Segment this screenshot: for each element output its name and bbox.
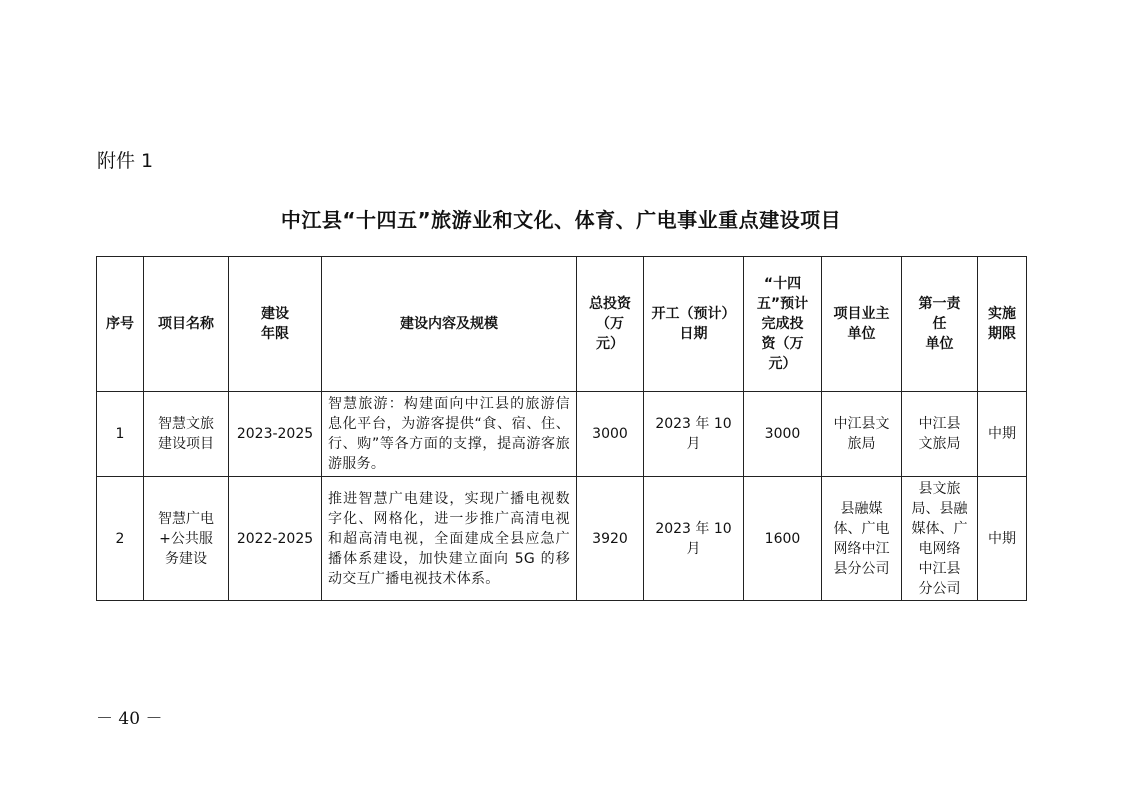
cell-start-date: 2023 年 10 月 bbox=[644, 392, 744, 477]
header-seq: 序号 bbox=[97, 257, 144, 392]
header-start-date: 开工（预计） 日期 bbox=[644, 257, 744, 392]
cell-total-investment: 3000 bbox=[577, 392, 644, 477]
cell-build-years: 2023-2025 bbox=[229, 392, 322, 477]
header-total-investment: 总投资 （万 元） bbox=[577, 257, 644, 392]
table-row bbox=[97, 392, 1027, 477]
header-responsible: 第一责 任 单位 bbox=[902, 257, 978, 392]
cell-seq: 2 bbox=[97, 477, 144, 601]
cell-seq: 1 bbox=[97, 392, 144, 477]
cell-period: 中期 bbox=[978, 477, 1027, 601]
attachment-label: 附件 1 bbox=[97, 150, 154, 172]
header-content: 建设内容及规模 bbox=[322, 257, 577, 392]
cell-plan-investment: 1600 bbox=[744, 477, 822, 601]
table-row bbox=[97, 477, 1027, 601]
document-title: 中江县“十四五”旅游业和文化、体育、广电事业重点建设项目 bbox=[280, 208, 842, 232]
cell-period: 中期 bbox=[978, 392, 1027, 477]
cell-responsible: 中江县 文旅局 bbox=[902, 392, 978, 477]
header-plan-investment: “十四 五”预计 完成投 资（万 元） bbox=[744, 257, 822, 392]
cell-total-investment: 3920 bbox=[577, 477, 644, 601]
cell-plan-investment: 3000 bbox=[744, 392, 822, 477]
cell-content: 智慧旅游：构建面向中江县的旅游信息化平台，为游客提供“食、宿、住、行、购”等各方面的支撑，提高游客旅游服务。 bbox=[322, 392, 577, 477]
projects-table bbox=[96, 256, 1027, 601]
header-owner: 项目业主 单位 bbox=[822, 257, 902, 392]
header-build-years: 建设 年限 bbox=[229, 257, 322, 392]
header-period: 实施 期限 bbox=[978, 257, 1027, 392]
cell-project-name: 智慧文旅 建设项目 bbox=[144, 392, 229, 477]
cell-owner: 县融媒 体、广电 网络中江 县分公司 bbox=[822, 477, 902, 601]
page-number: － 40 － bbox=[96, 709, 163, 729]
cell-start-date: 2023 年 10 月 bbox=[644, 477, 744, 601]
cell-build-years: 2022-2025 bbox=[229, 477, 322, 601]
cell-owner: 中江县文 旅局 bbox=[822, 392, 902, 477]
cell-project-name: 智慧广电 +公共服 务建设 bbox=[144, 477, 229, 601]
cell-content: 推进智慧广电建设，实现广播电视数字化、网格化，进一步推广高清电视和超高清电视，全面建成全县应急广播体系建设，加快建立面向 5G 的移动交互广播电视技术体系。 bbox=[322, 477, 577, 601]
table-header-row bbox=[97, 257, 1027, 392]
header-project-name: 项目名称 bbox=[144, 257, 229, 392]
cell-responsible: 县文旅 局、县融 媒体、广 电网络 中江县 分公司 bbox=[902, 477, 978, 601]
